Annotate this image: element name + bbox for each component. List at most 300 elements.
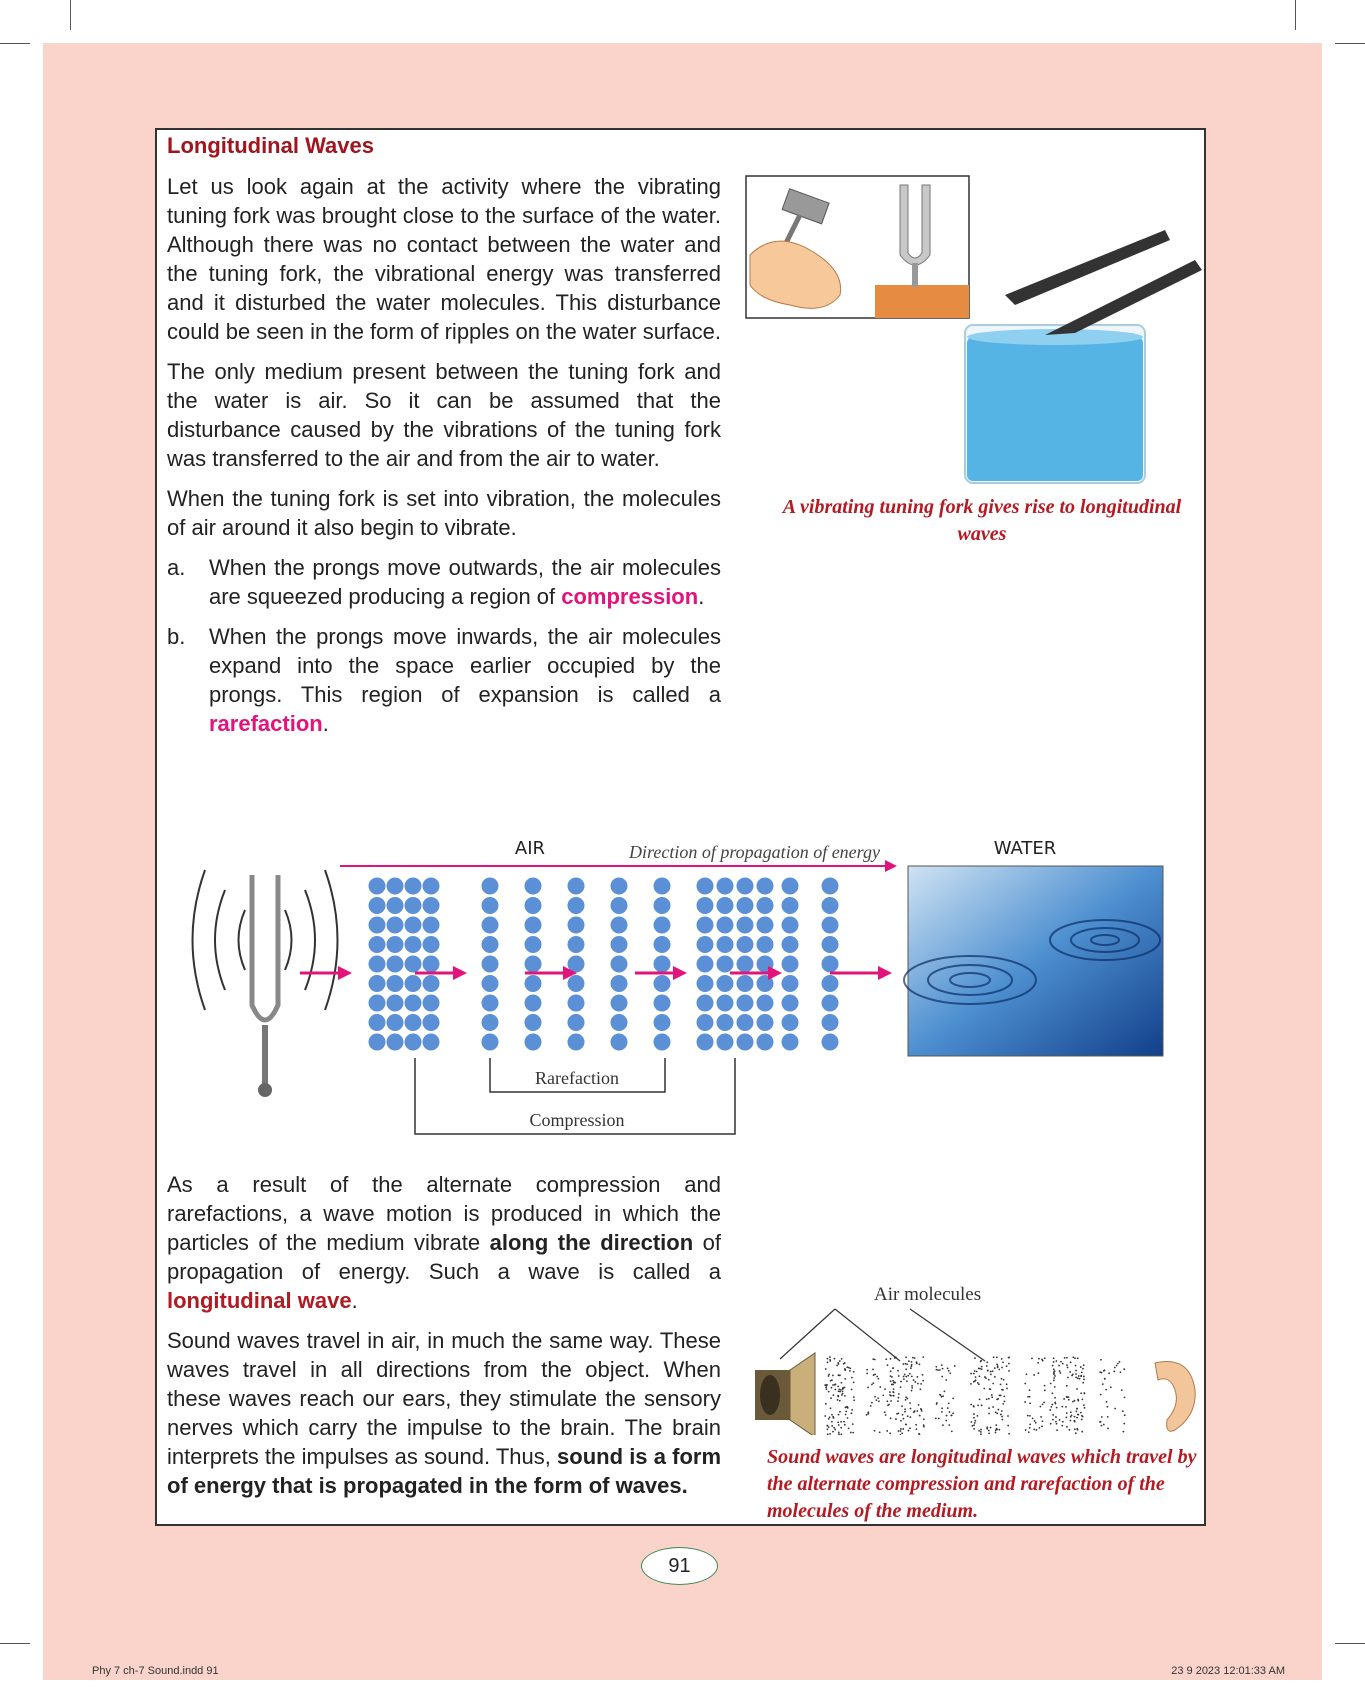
air-particle: [998, 1369, 1000, 1371]
air-particle: [840, 1389, 842, 1391]
air-particle: [1065, 1417, 1067, 1419]
molecule-dot: [697, 936, 714, 953]
molecule-dot: [697, 975, 714, 992]
air-particle: [876, 1399, 878, 1401]
air-particle: [1043, 1401, 1045, 1403]
air-particle: [887, 1364, 889, 1366]
air-particle: [987, 1370, 989, 1372]
air-particle: [1081, 1419, 1083, 1421]
air-particle: [831, 1387, 833, 1389]
air-particle: [1033, 1429, 1035, 1431]
air-particle: [905, 1368, 907, 1370]
air-particle: [989, 1388, 991, 1390]
air-particle: [988, 1379, 990, 1381]
air-particle: [1002, 1403, 1004, 1405]
air-label: AIR: [514, 838, 546, 859]
air-particle: [999, 1394, 1001, 1396]
air-particle: [1052, 1419, 1054, 1421]
molecule-dot: [423, 1034, 440, 1051]
air-particle: [1083, 1376, 1085, 1378]
air-particle: [867, 1387, 869, 1389]
air-particle: [1056, 1407, 1058, 1409]
air-particle: [919, 1388, 921, 1390]
air-particle: [948, 1424, 950, 1426]
air-particle: [838, 1414, 840, 1416]
molecule-dot: [423, 917, 440, 934]
molecule-dot: [737, 878, 754, 895]
molecule-dot: [568, 1014, 585, 1031]
molecule-dot: [387, 995, 404, 1012]
molecule-dot: [757, 995, 774, 1012]
air-particle: [837, 1395, 839, 1397]
molecule-dot: [387, 878, 404, 895]
air-molecule-dots: [369, 878, 839, 1051]
air-particle: [990, 1427, 992, 1429]
air-particle: [839, 1400, 841, 1402]
air-particle: [1064, 1357, 1066, 1359]
air-particle: [1059, 1419, 1061, 1421]
air-particle: [984, 1376, 986, 1378]
air-particle: [848, 1427, 850, 1429]
air-particle: [951, 1431, 953, 1433]
air-particle: [1123, 1423, 1125, 1425]
air-particle: [892, 1391, 894, 1393]
air-particle: [997, 1365, 999, 1367]
air-particle: [935, 1418, 937, 1420]
molecule-dot: [737, 897, 754, 914]
air-particle: [1000, 1383, 1002, 1385]
left-column-top: [167, 172, 721, 738]
molecule-dot: [697, 956, 714, 973]
air-particle: [828, 1374, 830, 1376]
air-particle: [851, 1412, 853, 1414]
air-particle: [1007, 1425, 1009, 1427]
air-particle: [995, 1411, 997, 1413]
air-particle: [1054, 1375, 1056, 1377]
air-particle: [917, 1383, 919, 1385]
air-particle: [871, 1384, 873, 1386]
air-particle: [1077, 1413, 1079, 1415]
air-particle: [904, 1408, 906, 1410]
air-particle: [923, 1418, 925, 1420]
air-particle: [832, 1375, 834, 1377]
molecule-dot: [697, 1014, 714, 1031]
molecule-dot: [482, 1014, 499, 1031]
air-particle: [1007, 1415, 1009, 1417]
molecule-dot: [369, 1034, 386, 1051]
air-particle: [1040, 1416, 1042, 1418]
air-particle: [976, 1371, 978, 1373]
air-particle: [889, 1391, 891, 1393]
air-particle: [830, 1380, 832, 1382]
air-particle: [990, 1374, 992, 1376]
molecule-dot: [697, 1034, 714, 1051]
bold-run: along the direction: [489, 1230, 694, 1255]
air-particle: [1075, 1376, 1077, 1378]
air-particle: [1122, 1431, 1124, 1433]
molecule-dot: [369, 995, 386, 1012]
air-particle: [839, 1411, 841, 1413]
air-particle: [1063, 1398, 1065, 1400]
air-particle: [907, 1415, 909, 1417]
air-particle: [1083, 1404, 1085, 1406]
air-particle: [923, 1426, 925, 1428]
molecule-dot: [782, 995, 799, 1012]
air-particle: [1061, 1425, 1063, 1427]
molecule-dot: [405, 917, 422, 934]
molecule-dot: [387, 897, 404, 914]
air-particle: [1053, 1377, 1055, 1379]
molecule-dot: [654, 917, 671, 934]
molecule-dot: [717, 917, 734, 934]
air-particle: [837, 1399, 839, 1401]
crop-mark: [0, 1643, 30, 1644]
air-particle: [1106, 1401, 1108, 1403]
air-particle: [1077, 1357, 1079, 1359]
air-particle: [1001, 1378, 1003, 1380]
air-particle: [877, 1397, 879, 1399]
air-particle: [891, 1376, 893, 1378]
air-particle: [980, 1360, 982, 1362]
molecule-dot: [822, 936, 839, 953]
air-particle: [1103, 1424, 1105, 1426]
air-particle: [842, 1391, 844, 1393]
air-particle: [937, 1369, 939, 1371]
air-particle: [1068, 1399, 1070, 1401]
molecule-dot: [717, 995, 734, 1012]
air-particle: [1100, 1359, 1102, 1361]
air-particle: [892, 1395, 894, 1397]
molecule-dot: [525, 878, 542, 895]
air-particle: [1001, 1367, 1003, 1369]
molecule-dot: [568, 1034, 585, 1051]
air-particle: [909, 1416, 911, 1418]
air-particle: [904, 1374, 906, 1376]
air-particle: [890, 1400, 892, 1402]
air-particle: [995, 1424, 997, 1426]
term-compression: compression: [561, 584, 699, 609]
air-particle: [905, 1424, 907, 1426]
air-particle: [949, 1411, 951, 1413]
air-particle: [1052, 1414, 1054, 1416]
direction-label: Direction of propagation of energy: [629, 842, 880, 862]
air-particle: [1077, 1377, 1079, 1379]
air-particle: [1042, 1403, 1044, 1405]
air-particle: [907, 1375, 909, 1377]
molecule-dot: [482, 878, 499, 895]
air-particle: [892, 1380, 894, 1382]
air-particle: [991, 1394, 993, 1396]
air-particle: [1028, 1431, 1030, 1433]
air-particle: [1037, 1362, 1039, 1364]
section-heading: Longitudinal Waves: [167, 133, 374, 158]
air-particle: [838, 1432, 840, 1434]
water-icon: [967, 337, 1143, 481]
molecule-dot: [782, 878, 799, 895]
air-particle: [970, 1404, 972, 1406]
air-particle: [834, 1384, 836, 1386]
air-particle: [1116, 1365, 1118, 1367]
air-particle: [1075, 1370, 1077, 1372]
air-particle: [922, 1380, 924, 1382]
air-particle: [936, 1403, 938, 1405]
air-particle: [842, 1393, 844, 1395]
air-particle: [905, 1376, 907, 1378]
air-particle: [1029, 1396, 1031, 1398]
molecule-dot: [611, 995, 628, 1012]
molecule-dot: [757, 897, 774, 914]
air-particle: [1049, 1409, 1051, 1411]
molecule-dot: [737, 995, 754, 1012]
air-particle: [909, 1427, 911, 1429]
air-particle: [1054, 1397, 1056, 1399]
molecule-dot: [782, 897, 799, 914]
air-particle: [871, 1402, 873, 1404]
air-particle: [988, 1413, 990, 1415]
air-particle: [1072, 1374, 1074, 1376]
air-particle: [995, 1432, 997, 1434]
air-particle: [974, 1370, 976, 1372]
molecule-dot: [423, 956, 440, 973]
molecule-dot: [405, 878, 422, 895]
air-particle: [844, 1395, 846, 1397]
air-particle: [844, 1424, 846, 1426]
air-particle: [923, 1424, 925, 1426]
air-particle: [1059, 1372, 1061, 1374]
air-particle: [1100, 1394, 1102, 1396]
air-particle: [827, 1358, 829, 1360]
molecule-dot: [822, 878, 839, 895]
list-label: b.: [167, 624, 186, 649]
molecule-dot: [611, 917, 628, 934]
molecule-dot: [482, 1034, 499, 1051]
air-particle: [831, 1421, 833, 1423]
molecule-dot: [717, 897, 734, 914]
molecule-dot: [654, 1014, 671, 1031]
air-particle: [828, 1426, 830, 1428]
molecule-dot: [782, 1034, 799, 1051]
molecule-dot: [822, 995, 839, 1012]
air-particle: [851, 1377, 853, 1379]
molecule-dot: [369, 975, 386, 992]
air-particle: [1008, 1357, 1010, 1359]
air-particle: [1070, 1361, 1072, 1363]
air-particle: [998, 1429, 1000, 1431]
molecule-dot: [387, 956, 404, 973]
air-particle: [834, 1358, 836, 1360]
air-particle: [1054, 1370, 1056, 1372]
air-particle: [1056, 1423, 1058, 1425]
air-particle: [949, 1372, 951, 1374]
air-particle: [1081, 1399, 1083, 1401]
air-particle: [920, 1383, 922, 1385]
air-particle: [1031, 1358, 1033, 1360]
air-particle: [941, 1407, 943, 1409]
air-particle: [1029, 1415, 1031, 1417]
air-particle: [1052, 1365, 1054, 1367]
air-particle: [919, 1363, 921, 1365]
air-particle: [946, 1415, 948, 1417]
air-particle: [974, 1422, 976, 1424]
air-particle: [1121, 1389, 1123, 1391]
molecule-dot: [822, 897, 839, 914]
air-particle: [844, 1369, 846, 1371]
air-particle: [1107, 1406, 1109, 1408]
air-particle: [849, 1367, 851, 1369]
air-particle: [952, 1412, 954, 1414]
air-particle: [996, 1412, 998, 1414]
air-particle: [1044, 1389, 1046, 1391]
air-particle: [988, 1398, 990, 1400]
molecule-dot: [822, 1034, 839, 1051]
air-particle: [935, 1366, 937, 1368]
air-particle: [980, 1429, 982, 1431]
air-particle: [988, 1432, 990, 1434]
air-particle: [1123, 1368, 1125, 1370]
text-run: of propagation of energy. Such a wave is called a: [167, 1230, 721, 1284]
air-particle: [1053, 1368, 1055, 1370]
molecule-dot: [482, 917, 499, 934]
air-particle: [1108, 1372, 1110, 1374]
air-particle: [876, 1376, 878, 1378]
list-end: .: [322, 711, 329, 736]
air-particle: [954, 1365, 956, 1367]
molecule-dot: [525, 917, 542, 934]
air-particle: [977, 1382, 979, 1384]
molecule-dot: [568, 975, 585, 992]
energy-arrow-head: [453, 966, 467, 980]
air-particle: [884, 1411, 886, 1413]
air-particle: [870, 1405, 872, 1407]
air-particle: [1084, 1393, 1086, 1395]
air-particle: [853, 1399, 855, 1401]
air-particle: [1040, 1406, 1042, 1408]
air-particle: [1080, 1366, 1082, 1368]
term-rarefaction: rarefaction: [209, 711, 323, 736]
air-particle: [981, 1368, 983, 1370]
air-particle: [1008, 1370, 1010, 1372]
molecule-dot: [369, 936, 386, 953]
molecule-dot: [611, 897, 628, 914]
air-particle: [826, 1425, 828, 1427]
air-particle: [903, 1376, 905, 1378]
molecule-dot: [369, 917, 386, 934]
air-particle: [840, 1427, 842, 1429]
air-particle: [906, 1363, 908, 1365]
air-particle: [915, 1428, 917, 1430]
molecule-dot: [782, 1014, 799, 1031]
air-particle: [980, 1433, 982, 1435]
air-particle: [911, 1390, 913, 1392]
air-particle: [830, 1407, 832, 1409]
crop-mark: [0, 43, 30, 44]
molecule-dot: [482, 975, 499, 992]
text-run: .: [351, 1288, 358, 1313]
air-particle: [973, 1424, 975, 1426]
air-particle: [1078, 1375, 1080, 1377]
molecule-dot: [782, 917, 799, 934]
air-particle: [914, 1381, 916, 1383]
air-particle: [977, 1404, 979, 1406]
air-particle: [908, 1430, 910, 1432]
compression-label: Compression: [529, 1110, 625, 1130]
air-particle: [910, 1367, 912, 1369]
air-particle: [910, 1408, 912, 1410]
water-ripples-image: [908, 866, 1163, 1056]
air-particle: [902, 1428, 904, 1430]
air-particle: [922, 1374, 924, 1376]
air-particle: [1066, 1412, 1068, 1414]
air-particle: [888, 1404, 890, 1406]
air-particle: [1069, 1371, 1071, 1373]
left-column-bottom: [167, 1170, 721, 1500]
molecule-dot: [387, 1014, 404, 1031]
air-particle: [826, 1385, 828, 1387]
air-particle: [1066, 1385, 1068, 1387]
molecule-dot: [405, 897, 422, 914]
molecule-dot: [822, 975, 839, 992]
molecule-dot: [423, 975, 440, 992]
molecule-dot: [697, 917, 714, 934]
air-particle: [1120, 1371, 1122, 1373]
air-particle: [1072, 1356, 1074, 1358]
compression-rarefaction-diagram: [180, 830, 1180, 1160]
air-particle: [911, 1387, 913, 1389]
air-particle: [986, 1398, 988, 1400]
molecule-dot: [737, 936, 754, 953]
air-particle: [973, 1381, 975, 1383]
air-particle: [849, 1370, 851, 1372]
air-particle: [840, 1433, 842, 1435]
air-particle: [994, 1367, 996, 1369]
air-particle: [971, 1425, 973, 1427]
air-particle: [1071, 1414, 1073, 1416]
air-particle: [973, 1405, 975, 1407]
air-particle: [1001, 1358, 1003, 1360]
air-particle: [878, 1378, 880, 1380]
bold-run: sound is a form of energy that is propagated in the form of waves.: [167, 1444, 722, 1498]
molecule-dot: [717, 936, 734, 953]
air-particle: [939, 1369, 941, 1371]
air-particle: [1029, 1423, 1031, 1425]
air-particle: [1025, 1429, 1027, 1431]
air-particle: [904, 1411, 906, 1413]
air-particle: [988, 1407, 990, 1409]
air-particle: [1124, 1397, 1126, 1399]
air-particle: [851, 1389, 853, 1391]
air-particle: [913, 1379, 915, 1381]
air-particle: [1122, 1410, 1124, 1412]
molecule-dot: [757, 878, 774, 895]
molecule-dot: [387, 975, 404, 992]
air-particle: [994, 1376, 996, 1378]
list-text: When the prongs move inwards, the air molecules expand into the space earlier occupied by the prongs. This region of expansion is called a: [209, 624, 721, 707]
air-particle: [915, 1424, 917, 1426]
air-particle: [828, 1418, 830, 1420]
air-particle: [947, 1407, 949, 1409]
air-particle: [903, 1418, 905, 1420]
air-particle: [839, 1360, 841, 1362]
air-particle: [828, 1375, 830, 1377]
air-particle: [829, 1356, 831, 1358]
molecule-dot: [369, 878, 386, 895]
air-particle: [1058, 1365, 1060, 1367]
air-particle: [1083, 1378, 1085, 1380]
list-text: When the prongs move outwards, the air molecules are squeezed producing a region of: [209, 555, 721, 609]
molecule-dot: [405, 1034, 422, 1051]
slug-right: 23 9 2023 12:01:33 AM: [1171, 1665, 1285, 1677]
air-particle: [832, 1394, 834, 1396]
